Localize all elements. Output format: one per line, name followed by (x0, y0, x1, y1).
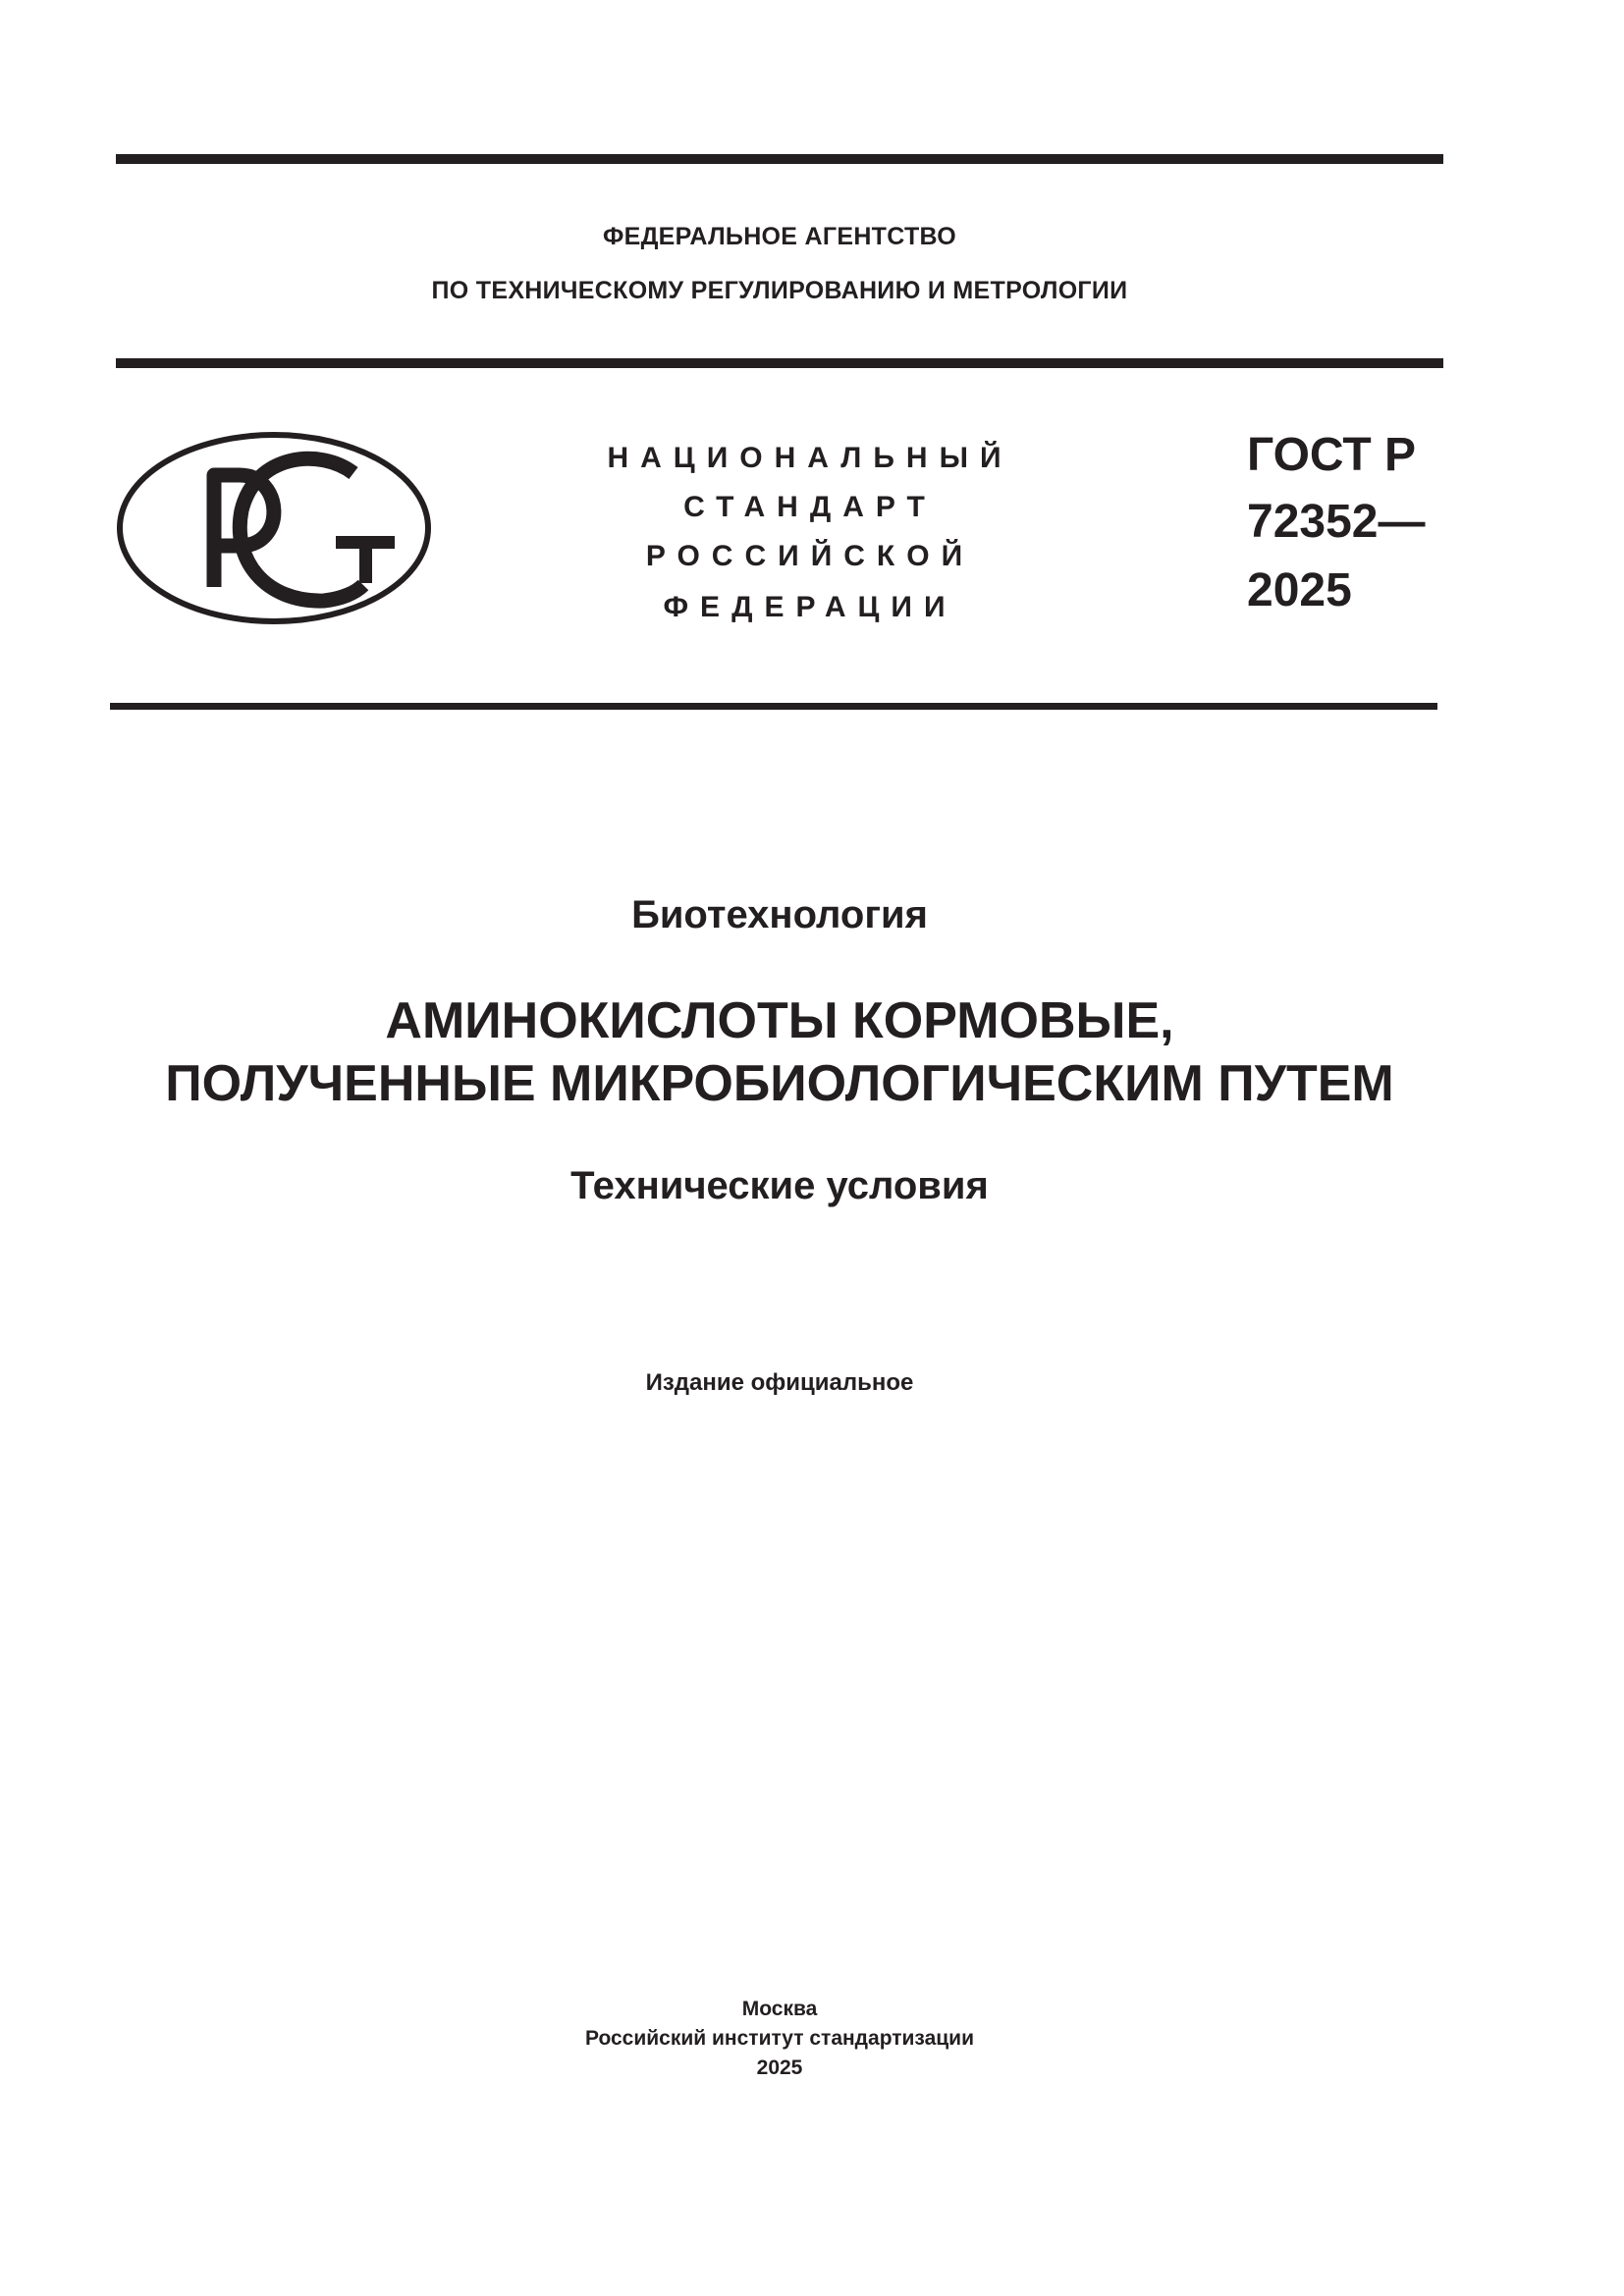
footer-city: Москва (741, 1998, 818, 2020)
top-rule (116, 154, 1443, 164)
standard-designation-year: 2025 (1247, 564, 1352, 616)
footer-publisher: Российский институт стандартизации (584, 2027, 975, 2050)
national-standard-line: РОССИЙСКОЙ (645, 540, 975, 572)
agency-name-line1: ФЕДЕРАЛЬНОЕ АГЕНТСТВО (602, 223, 957, 250)
rst-certification-mark-icon (116, 430, 432, 626)
national-standard-line: ФЕДЕРАЦИИ (663, 591, 957, 623)
national-standard-line: СТАНДАРТ (683, 491, 937, 523)
document-title-line1: АМИНОКИСЛОТЫ КОРМОВЫЕ, (385, 992, 1174, 1049)
footer-year: 2025 (756, 2056, 803, 2079)
standard-designation-number: 72352— (1247, 496, 1426, 548)
agency-name-line2: ПО ТЕХНИЧЕСКОМУ РЕГУЛИРОВАНИЮ И МЕТРОЛОГИИ (431, 277, 1128, 304)
document-title-line2: ПОЛУЧЕННЫЕ МИКРОБИОЛОГИЧЕСКИМ ПУТЕМ (165, 1055, 1394, 1112)
document-subject: Биотехнология (631, 893, 928, 936)
bottom-rule (110, 703, 1437, 710)
middle-rule (116, 358, 1443, 368)
document-subtitle: Технические условия (570, 1164, 989, 1207)
standard-designation-prefix: ГОСТ Р (1247, 429, 1417, 481)
national-standard-line: НАЦИОНАЛЬНЫЙ (607, 442, 1013, 474)
edition-note: Издание официальное (645, 1369, 914, 1396)
